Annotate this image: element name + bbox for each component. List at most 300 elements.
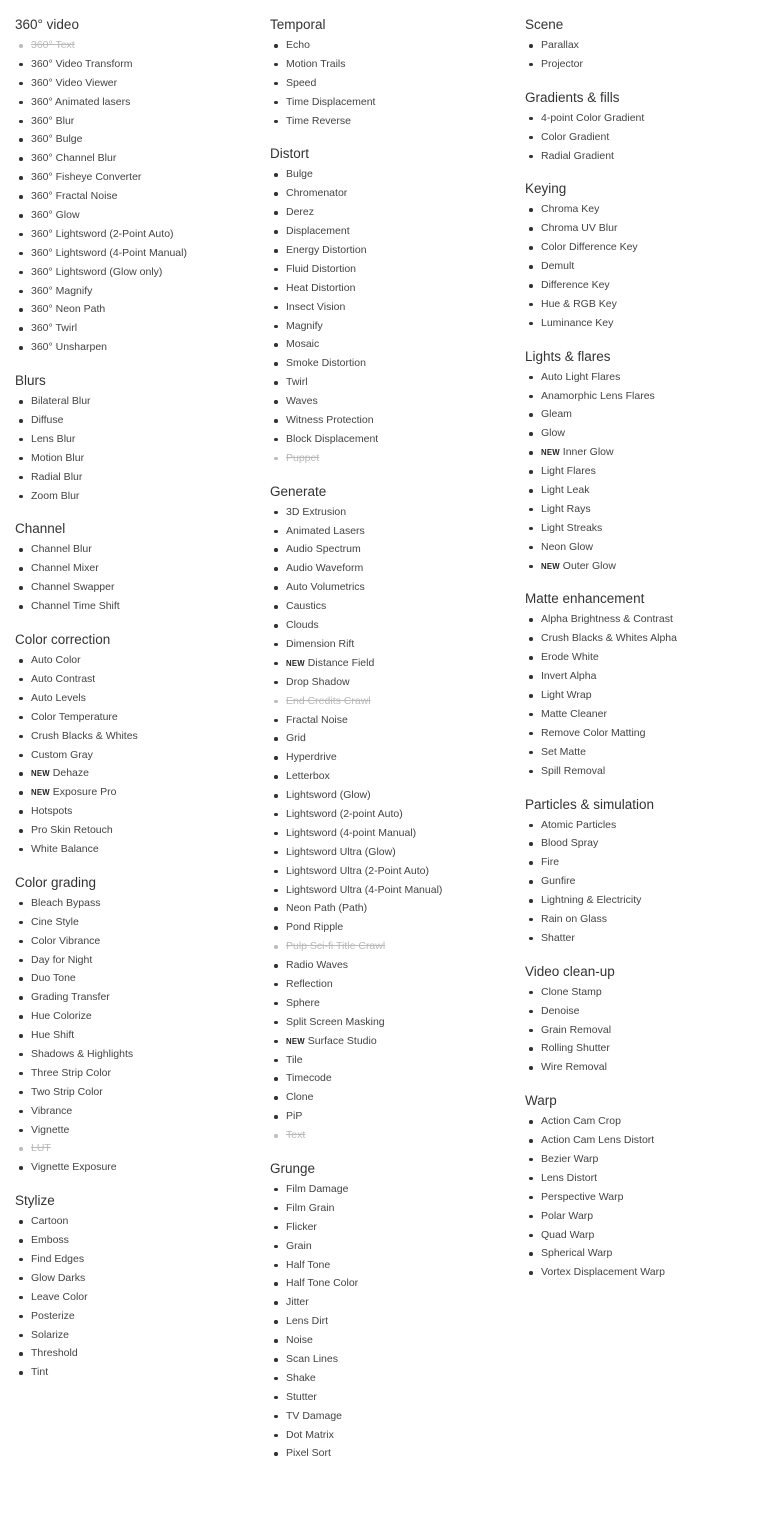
effect-label: Color Gradient bbox=[541, 130, 610, 143]
effect-label: Color Difference Key bbox=[541, 241, 638, 254]
effect-item bbox=[270, 335, 442, 354]
effect-item bbox=[525, 910, 677, 929]
effect-item bbox=[270, 559, 442, 578]
effect-label: Action Cam Lens Distort bbox=[541, 1134, 655, 1147]
effect-item bbox=[525, 36, 677, 55]
effect-label: Smoke Distortion bbox=[286, 357, 366, 370]
effect-label: 360° Lightsword (Glow only) bbox=[31, 265, 163, 278]
effect-label: Half Tone Color bbox=[286, 1277, 359, 1290]
effect-item bbox=[270, 1256, 442, 1275]
category-heading: Scene bbox=[525, 17, 564, 32]
effect-item bbox=[525, 667, 677, 686]
effect-label: Film Damage bbox=[286, 1182, 349, 1195]
effect-list bbox=[525, 200, 677, 332]
effect-item bbox=[15, 55, 187, 74]
effect-item bbox=[270, 165, 442, 184]
effect-item bbox=[15, 1326, 187, 1345]
effect-list bbox=[525, 1112, 677, 1282]
effect-label: Inner Glow bbox=[562, 446, 614, 459]
effect-label: Quad Warp bbox=[541, 1228, 595, 1241]
effect-label: Noise bbox=[286, 1334, 313, 1347]
effect-item bbox=[15, 802, 187, 821]
effect-item bbox=[15, 468, 187, 487]
category-360-video bbox=[15, 14, 187, 357]
effect-item bbox=[15, 168, 187, 187]
effect-label: Perspective Warp bbox=[541, 1190, 624, 1203]
effect-label: Chroma Key bbox=[541, 203, 600, 216]
effect-item bbox=[270, 862, 442, 881]
section-spacer bbox=[270, 130, 442, 143]
effect-label: Scan Lines bbox=[286, 1353, 338, 1365]
effect-label: Pro Skin Retouch bbox=[31, 824, 113, 837]
effect-label: Vignette bbox=[31, 1123, 70, 1136]
effect-label: Lightsword (Glow) bbox=[286, 789, 371, 802]
effect-label: Shatter bbox=[541, 931, 575, 944]
effect-item bbox=[270, 711, 442, 730]
effect-label: 360° Neon Path bbox=[31, 303, 106, 316]
effect-label: 360° Video Transform bbox=[31, 57, 133, 70]
effect-list bbox=[525, 610, 677, 780]
effect-item bbox=[525, 1244, 677, 1263]
effect-item bbox=[270, 373, 442, 392]
effect-label: Denoise bbox=[541, 1004, 580, 1017]
effect-label: Vibrance bbox=[31, 1104, 73, 1117]
effect-item bbox=[15, 411, 187, 430]
effect-item bbox=[15, 263, 187, 282]
effect-label: Radial Gradient bbox=[541, 149, 614, 162]
effect-item bbox=[525, 443, 677, 462]
effect-item bbox=[15, 244, 187, 263]
effect-item bbox=[270, 937, 442, 956]
category-keying bbox=[525, 178, 677, 332]
effect-item bbox=[525, 686, 677, 705]
effect-item bbox=[270, 317, 442, 336]
effect-item bbox=[270, 55, 442, 74]
effect-label: Custom Gray bbox=[31, 748, 93, 761]
effect-label: Shake bbox=[286, 1371, 316, 1384]
category-stylize bbox=[15, 1190, 187, 1382]
effect-label: Posterize bbox=[31, 1309, 75, 1322]
effect-label: End Credits Crawl bbox=[286, 694, 371, 707]
effect-item bbox=[15, 969, 187, 988]
effect-label: 360° Unsharpen bbox=[31, 341, 108, 354]
effect-label: Shadows & Highlights bbox=[31, 1047, 134, 1060]
effect-label: 360° Animated lasers bbox=[31, 95, 131, 108]
effect-label: Motion Trails bbox=[286, 57, 346, 70]
effect-item bbox=[525, 853, 677, 872]
effect-item bbox=[15, 746, 187, 765]
category-heading: Color grading bbox=[15, 874, 97, 890]
effect-item bbox=[525, 462, 677, 481]
effect-item bbox=[270, 786, 442, 805]
effect-item bbox=[15, 1139, 187, 1158]
effect-item bbox=[270, 597, 442, 616]
effect-label: Remove Color Matting bbox=[541, 726, 646, 739]
effect-item bbox=[15, 1083, 187, 1102]
effect-item bbox=[15, 36, 187, 55]
effect-label: Three Strip Color bbox=[31, 1066, 111, 1079]
effect-label: Lightsword Ultra (4-Point Manual) bbox=[286, 883, 443, 896]
category-warp bbox=[525, 1090, 677, 1282]
effect-label: Grain Removal bbox=[541, 1023, 612, 1036]
effect-label: Cartoon bbox=[31, 1215, 69, 1228]
effect-label: Hue & RGB Key bbox=[541, 297, 617, 310]
effect-item bbox=[270, 411, 442, 430]
effect-label: Gunfire bbox=[541, 875, 576, 888]
effect-item bbox=[270, 729, 442, 748]
section-spacer bbox=[525, 165, 677, 178]
category-heading: Particles & simulation bbox=[525, 796, 655, 812]
effect-item bbox=[270, 899, 442, 918]
category-temporal bbox=[270, 14, 442, 130]
effect-label: Color Vibrance bbox=[31, 934, 101, 947]
effect-item bbox=[15, 988, 187, 1007]
effect-item bbox=[270, 36, 442, 55]
effect-item bbox=[270, 748, 442, 767]
effect-label: Cine Style bbox=[31, 915, 79, 928]
effect-label: Audio Spectrum bbox=[286, 543, 361, 556]
new-badge: NEW bbox=[31, 769, 50, 779]
effect-item bbox=[270, 222, 442, 241]
effect-item bbox=[270, 1369, 442, 1388]
effect-label: Audio Waveform bbox=[286, 562, 364, 575]
effect-label: Chroma UV Blur bbox=[541, 222, 618, 235]
effect-label: Duo Tone bbox=[31, 972, 76, 985]
effect-item bbox=[15, 1102, 187, 1121]
effect-label: Split Screen Masking bbox=[286, 1015, 385, 1028]
category-heading: Keying bbox=[525, 181, 567, 197]
effect-item bbox=[270, 1274, 442, 1293]
effect-item bbox=[270, 279, 442, 298]
effect-item bbox=[270, 654, 442, 673]
new-badge: NEW bbox=[541, 561, 560, 571]
category-heading: Grunge bbox=[270, 1160, 316, 1176]
category-grunge bbox=[270, 1158, 442, 1463]
effect-label: Tile bbox=[286, 1053, 303, 1066]
effect-label: Auto Contrast bbox=[31, 672, 96, 685]
effect-item bbox=[270, 392, 442, 411]
section-spacer bbox=[525, 948, 677, 961]
effect-label: Block Displacement bbox=[286, 432, 379, 445]
effect-item bbox=[270, 578, 442, 597]
column-3 bbox=[525, 14, 677, 1282]
effect-item bbox=[15, 1250, 187, 1269]
effect-label: Zoom Blur bbox=[31, 489, 80, 502]
effect-item bbox=[525, 762, 677, 781]
effect-item bbox=[270, 449, 442, 468]
effect-label: Fractal Noise bbox=[286, 713, 348, 726]
effect-item bbox=[270, 430, 442, 449]
effect-label: Lens Blur bbox=[31, 432, 76, 445]
effect-label: Luminance Key bbox=[541, 316, 614, 329]
effect-label: Twirl bbox=[286, 376, 308, 389]
effect-label: Fluid Distortion bbox=[286, 262, 357, 275]
effect-label: Spherical Warp bbox=[541, 1247, 613, 1260]
effect-label: Light Streaks bbox=[541, 521, 603, 534]
category-heading: Stylize bbox=[15, 1193, 55, 1209]
effect-item bbox=[15, 894, 187, 913]
effect-item bbox=[525, 1150, 677, 1169]
effect-label: Insect Vision bbox=[286, 300, 346, 313]
effect-item bbox=[525, 929, 677, 948]
effect-item bbox=[15, 319, 187, 338]
category-particles-simulation bbox=[525, 794, 677, 948]
effect-item bbox=[270, 1218, 442, 1237]
effect-label: Channel Swapper bbox=[31, 581, 115, 594]
category-color-correction bbox=[15, 629, 187, 859]
effect-list bbox=[15, 1212, 187, 1382]
effect-item bbox=[270, 1126, 442, 1145]
effect-label: Lens Distort bbox=[541, 1171, 598, 1184]
effect-list bbox=[15, 540, 187, 616]
effect-item bbox=[15, 130, 187, 149]
section-spacer bbox=[15, 505, 187, 518]
effect-label: Radio Waves bbox=[286, 959, 349, 972]
effect-item bbox=[15, 206, 187, 225]
effect-label: Animated Lasers bbox=[286, 524, 365, 537]
effect-label: Glow Darks bbox=[31, 1271, 86, 1284]
section-spacer bbox=[525, 575, 677, 588]
effect-label: Flicker bbox=[286, 1220, 317, 1233]
effect-item bbox=[15, 913, 187, 932]
effect-label: PiP bbox=[286, 1110, 303, 1123]
section-spacer bbox=[525, 333, 677, 346]
effect-label: Motion Blur bbox=[31, 451, 85, 464]
effect-item bbox=[525, 55, 677, 74]
effect-label: 360° Channel Blur bbox=[31, 152, 117, 165]
effect-label: Heat Distortion bbox=[286, 281, 356, 294]
effect-item bbox=[15, 449, 187, 468]
effect-label: Two Strip Color bbox=[31, 1085, 103, 1098]
effect-label: Glow bbox=[541, 427, 565, 440]
category-distort bbox=[270, 143, 442, 467]
effect-item bbox=[270, 843, 442, 862]
effect-label: Puppet bbox=[286, 451, 320, 464]
effect-item bbox=[270, 1293, 442, 1312]
section-spacer bbox=[525, 74, 677, 87]
effect-label: Leave Color bbox=[31, 1290, 88, 1303]
effect-label: Mosaic bbox=[286, 338, 320, 351]
effect-item bbox=[270, 540, 442, 559]
effect-label: Lightsword (2-point Auto) bbox=[286, 807, 403, 820]
effect-label: Anamorphic Lens Flares bbox=[541, 389, 655, 402]
effect-label: Bilateral Blur bbox=[31, 395, 91, 408]
effect-list bbox=[15, 36, 187, 357]
effect-item bbox=[270, 1388, 442, 1407]
effect-label: Demult bbox=[541, 260, 575, 273]
category-scene bbox=[525, 14, 677, 74]
effect-item bbox=[15, 1121, 187, 1140]
effect-item bbox=[270, 184, 442, 203]
column-2 bbox=[270, 14, 442, 1463]
effect-label: Fire bbox=[541, 856, 560, 869]
effect-item bbox=[270, 616, 442, 635]
category-matte-enhancement bbox=[525, 588, 677, 780]
effect-item bbox=[15, 338, 187, 357]
effect-label: 360° Fisheye Converter bbox=[31, 171, 142, 184]
effect-item bbox=[525, 538, 677, 557]
section-spacer bbox=[15, 1177, 187, 1190]
effect-label: Matte Cleaner bbox=[541, 707, 607, 720]
effect-item bbox=[525, 1226, 677, 1245]
effect-label: Timecode bbox=[286, 1072, 332, 1085]
effect-label: Distance Field bbox=[307, 656, 375, 669]
effect-label: Film Grain bbox=[286, 1201, 335, 1214]
effect-label: Exposure Pro bbox=[52, 786, 117, 799]
category-heading: Warp bbox=[525, 1093, 557, 1109]
effect-item bbox=[270, 881, 442, 900]
effect-label: Light Wrap bbox=[541, 689, 592, 702]
effect-label: Neon Glow bbox=[541, 540, 593, 553]
effect-item bbox=[270, 1426, 442, 1445]
effect-item bbox=[15, 578, 187, 597]
effect-label: Jitter bbox=[286, 1296, 309, 1309]
category-heading: Temporal bbox=[270, 17, 326, 32]
effect-label: 360° Blur bbox=[31, 114, 75, 127]
effect-item bbox=[15, 1212, 187, 1231]
effect-item bbox=[525, 387, 677, 406]
effect-label: Lightsword Ultra (Glow) bbox=[286, 845, 396, 858]
effect-item bbox=[270, 503, 442, 522]
effect-item bbox=[15, 225, 187, 244]
effect-item bbox=[15, 651, 187, 670]
category-heading: 360° video bbox=[15, 17, 79, 32]
effect-label: 360° Twirl bbox=[31, 322, 78, 335]
effect-label: Pulp Sci-fi Title Crawl bbox=[286, 940, 386, 953]
effect-label: Vignette Exposure bbox=[31, 1161, 117, 1174]
category-heading: Video clean-up bbox=[525, 963, 615, 979]
effect-label: Auto Volumetrics bbox=[286, 581, 365, 594]
effect-item bbox=[15, 187, 187, 206]
effect-list bbox=[525, 368, 677, 576]
new-badge: NEW bbox=[286, 1036, 305, 1046]
effect-list bbox=[15, 651, 187, 859]
effect-label: White Balance bbox=[31, 842, 99, 855]
effect-label: Magnify bbox=[286, 319, 323, 332]
effect-item bbox=[525, 128, 677, 147]
effect-list bbox=[15, 392, 187, 505]
effect-list bbox=[525, 983, 677, 1077]
effect-label: Alpha Brightness & Contrast bbox=[541, 613, 673, 626]
effect-item bbox=[525, 743, 677, 762]
effect-label: Crush Blacks & Whites Alpha bbox=[541, 632, 677, 645]
effect-label: Channel Time Shift bbox=[31, 600, 120, 613]
effect-label: 360° Fractal Noise bbox=[31, 190, 118, 203]
effect-label: Drop Shadow bbox=[286, 675, 350, 688]
effect-item bbox=[15, 74, 187, 93]
effect-item bbox=[15, 1269, 187, 1288]
effect-item bbox=[15, 540, 187, 559]
section-spacer bbox=[15, 616, 187, 629]
effect-item bbox=[15, 727, 187, 746]
effect-item bbox=[525, 500, 677, 519]
effect-label: Hue Colorize bbox=[31, 1010, 92, 1023]
effect-label: Invert Alpha bbox=[541, 670, 597, 683]
effect-item bbox=[525, 424, 677, 443]
effect-item bbox=[525, 147, 677, 166]
effect-item bbox=[15, 840, 187, 859]
section-spacer bbox=[525, 1077, 677, 1090]
effect-item bbox=[270, 298, 442, 317]
effect-label: Bulge bbox=[286, 168, 313, 181]
effect-label: Color Temperature bbox=[31, 710, 118, 723]
effect-item bbox=[525, 834, 677, 853]
effect-item bbox=[270, 1107, 442, 1126]
effect-label: 4-point Color Gradient bbox=[541, 111, 645, 124]
effect-item bbox=[525, 557, 677, 576]
effect-label: Clone Stamp bbox=[541, 985, 602, 998]
effect-label: Lightsword Ultra (2-Point Auto) bbox=[286, 864, 429, 877]
effect-item bbox=[525, 1002, 677, 1021]
effect-label: Lightsword (4-point Manual) bbox=[286, 826, 417, 839]
effect-label: Time Displacement bbox=[286, 95, 376, 108]
effect-item bbox=[525, 295, 677, 314]
effect-label: Channel Mixer bbox=[31, 562, 99, 575]
effect-item bbox=[270, 1180, 442, 1199]
effect-list bbox=[270, 1180, 442, 1463]
effect-item bbox=[525, 872, 677, 891]
effect-item bbox=[270, 805, 442, 824]
effect-label: Dot Matrix bbox=[286, 1428, 334, 1441]
effect-label: Wire Removal bbox=[541, 1061, 607, 1074]
effect-label: Diffuse bbox=[31, 414, 64, 427]
effect-item bbox=[270, 635, 442, 654]
effect-item bbox=[15, 1231, 187, 1250]
effect-item bbox=[525, 405, 677, 424]
effect-item bbox=[525, 983, 677, 1002]
effect-label: 360° Bulge bbox=[31, 133, 83, 146]
effect-item bbox=[270, 1088, 442, 1107]
effect-label: Hue Shift bbox=[31, 1029, 75, 1042]
effect-item bbox=[15, 1007, 187, 1026]
effect-label: Speed bbox=[286, 76, 317, 89]
effect-item bbox=[270, 241, 442, 260]
category-lights-flares bbox=[525, 346, 677, 576]
effect-item bbox=[15, 764, 187, 783]
category-heading: Generate bbox=[270, 483, 327, 499]
effect-label: Witness Protection bbox=[286, 414, 374, 427]
effect-item bbox=[270, 918, 442, 937]
effect-item bbox=[15, 1045, 187, 1064]
section-spacer bbox=[15, 859, 187, 872]
effect-item bbox=[15, 1064, 187, 1083]
effect-item bbox=[525, 1021, 677, 1040]
effect-list bbox=[270, 503, 442, 1145]
effect-label: Pond Ripple bbox=[286, 921, 344, 934]
effect-item bbox=[525, 891, 677, 910]
section-spacer bbox=[525, 781, 677, 794]
effect-label: 360° Video Viewer bbox=[31, 76, 118, 89]
effect-item bbox=[270, 74, 442, 93]
effect-label: Spill Removal bbox=[541, 764, 606, 777]
effect-item bbox=[15, 708, 187, 727]
effect-item bbox=[15, 821, 187, 840]
effect-label: Emboss bbox=[31, 1234, 69, 1247]
effect-label: Dimension Rift bbox=[286, 637, 355, 650]
effect-item bbox=[15, 487, 187, 506]
effect-item bbox=[270, 112, 442, 131]
effect-item bbox=[270, 522, 442, 541]
effect-item bbox=[15, 1026, 187, 1045]
effect-item bbox=[270, 1350, 442, 1369]
effect-list bbox=[525, 816, 677, 948]
effect-label: Stutter bbox=[286, 1390, 317, 1403]
section-spacer bbox=[270, 468, 442, 481]
effect-label: 360° Magnify bbox=[31, 284, 93, 297]
effect-label: 360° Glow bbox=[31, 209, 80, 222]
effect-item bbox=[525, 109, 677, 128]
effect-label: Crush Blacks & Whites bbox=[31, 729, 138, 742]
